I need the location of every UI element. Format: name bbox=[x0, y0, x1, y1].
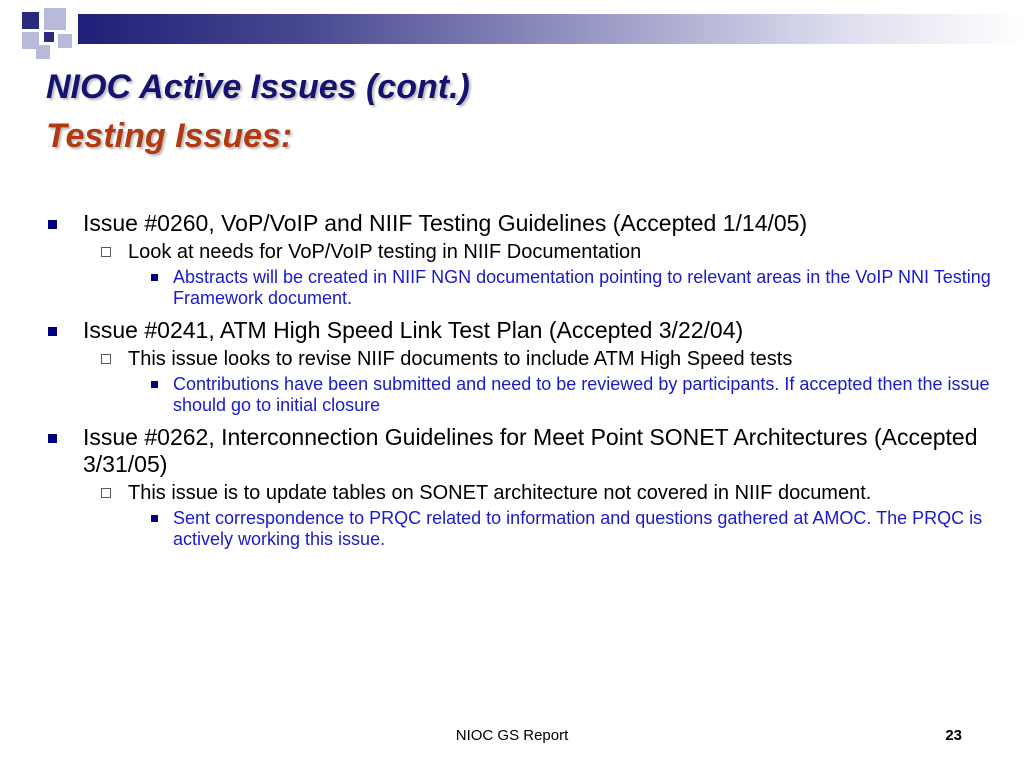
issue-item bbox=[46, 424, 996, 478]
issue-subitem bbox=[46, 241, 996, 264]
issue-detail bbox=[46, 508, 996, 550]
hollow-square-bullet-icon bbox=[101, 488, 111, 498]
hollow-square-bullet-icon bbox=[101, 354, 111, 364]
issue-subitem-text: Look at needs for VoP/VoIP testing in NIIF Documentation bbox=[128, 241, 642, 263]
issue-text: Issue #0260, VoP/VoIP and NIIF Testing Guidelines (Accepted 1/14/05) bbox=[83, 210, 808, 236]
issue-item bbox=[46, 317, 996, 344]
bullet-list bbox=[46, 210, 996, 550]
issue-detail bbox=[46, 267, 996, 309]
deco-square-navy-1 bbox=[22, 12, 39, 29]
page-number: 23 bbox=[945, 727, 962, 744]
square-bullet-icon bbox=[48, 434, 57, 443]
issue-detail-text: Contributions have been submitted and need to be reviewed by participants. If accepted then the issue should go to initial closure bbox=[173, 374, 990, 415]
issue-subitem bbox=[46, 482, 996, 505]
deco-square-lavender-4 bbox=[58, 34, 72, 48]
deco-square-lavender-1 bbox=[44, 8, 66, 30]
deco-square-navy-2 bbox=[44, 32, 54, 42]
small-square-bullet-icon bbox=[151, 515, 158, 522]
small-square-bullet-icon bbox=[151, 381, 158, 388]
issue-detail-text: Abstracts will be created in NIIF NGN documentation pointing to relevant areas in the VoIP NNI Testing Framework document. bbox=[173, 267, 991, 308]
hollow-square-bullet-icon bbox=[101, 247, 111, 257]
deco-square-lavender-3 bbox=[36, 45, 50, 59]
issue-subitem bbox=[46, 348, 996, 371]
slide-subtitle: Testing Issues: bbox=[46, 117, 293, 155]
square-bullet-icon bbox=[48, 220, 57, 229]
footer-text: NIOC GS Report bbox=[455, 727, 569, 744]
header-gradient-bar bbox=[78, 14, 1024, 44]
slide-title: NIOC Active Issues (cont.) bbox=[46, 68, 470, 106]
issue-detail bbox=[46, 374, 996, 416]
small-square-bullet-icon bbox=[151, 274, 158, 281]
issue-subitem-text: This issue is to update tables on SONET architecture not covered in NIIF document. bbox=[128, 482, 872, 504]
issue-detail-text: Sent correspondence to PRQC related to information and questions gathered at AMOC. The PRQC is actively working this issue. bbox=[173, 508, 983, 549]
issue-text: Issue #0241, ATM High Speed Link Test Plan (Accepted 3/22/04) bbox=[83, 317, 744, 343]
square-bullet-icon bbox=[48, 327, 57, 336]
issue-subitem-text: This issue looks to revise NIIF documents to include ATM High Speed tests bbox=[128, 348, 793, 370]
issue-item bbox=[46, 210, 996, 237]
issue-text: Issue #0262, Interconnection Guidelines for Meet Point SONET Architectures (Accepted 3/31/05) bbox=[83, 424, 978, 477]
